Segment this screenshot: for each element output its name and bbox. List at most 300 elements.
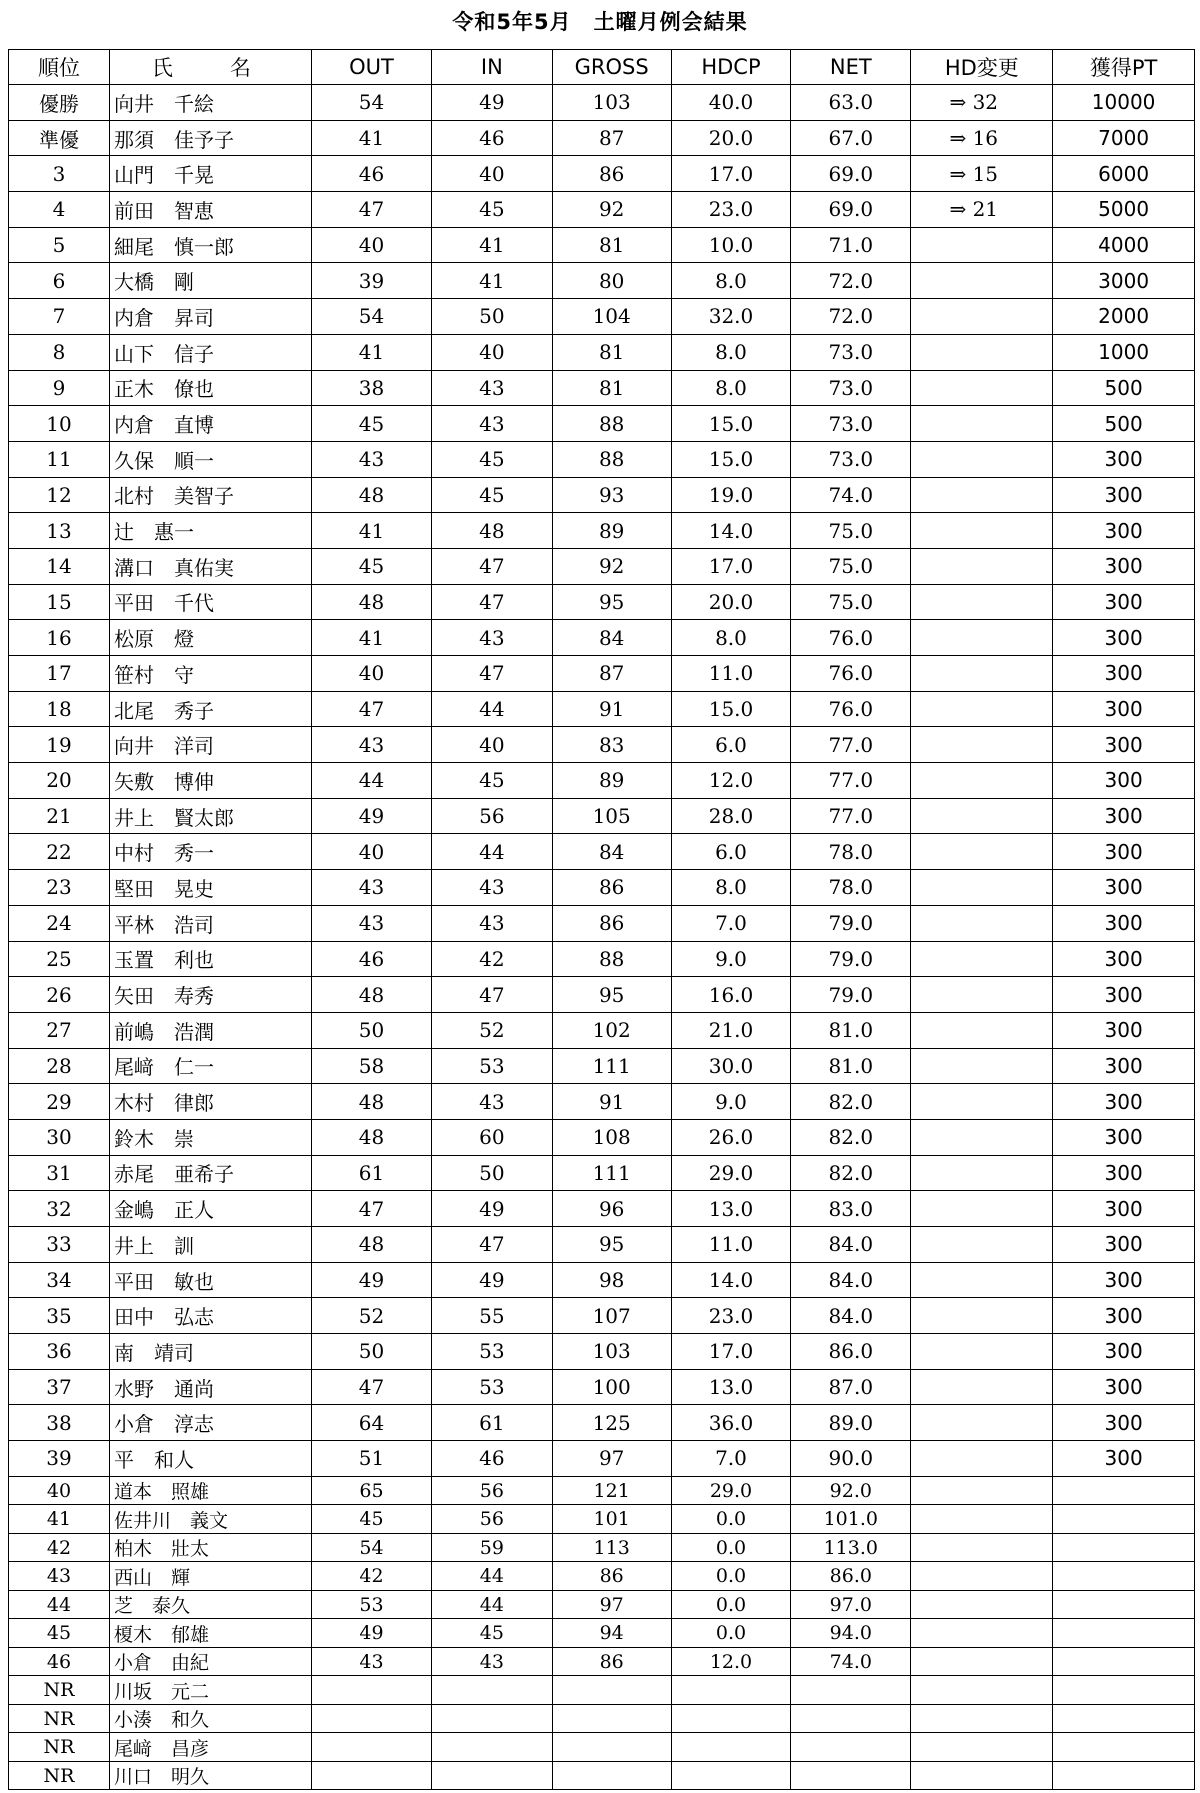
name-cell: 前嶋 浩潤 xyxy=(109,1012,311,1048)
points-cell xyxy=(1053,1704,1195,1733)
header-out: OUT xyxy=(311,50,431,85)
table-row xyxy=(9,584,1195,620)
hdcp-cell: 11.0 xyxy=(671,1227,790,1263)
rank-cell: 30 xyxy=(9,1119,110,1155)
out-cell: 43 xyxy=(311,905,431,941)
out-cell: 64 xyxy=(311,1405,431,1441)
net-cell xyxy=(791,1733,911,1762)
hdcp-cell: 15.0 xyxy=(671,441,790,477)
net-cell: 73.0 xyxy=(791,406,911,442)
table-row xyxy=(9,1476,1195,1505)
out-cell xyxy=(311,1704,431,1733)
rank-cell: NR xyxy=(9,1676,110,1705)
in-cell: 56 xyxy=(432,1476,552,1505)
out-cell: 48 xyxy=(311,584,431,620)
out-cell: 46 xyxy=(311,941,431,977)
points-cell: 300 xyxy=(1053,727,1195,763)
hdcp-cell xyxy=(671,1733,790,1762)
out-cell: 45 xyxy=(311,548,431,584)
rank-cell: 27 xyxy=(9,1012,110,1048)
table-row xyxy=(9,192,1195,228)
points-cell: 300 xyxy=(1053,1405,1195,1441)
gross-cell: 92 xyxy=(552,548,671,584)
hdcp-cell: 23.0 xyxy=(671,192,790,228)
out-cell: 47 xyxy=(311,691,431,727)
table-row xyxy=(9,798,1195,834)
points-cell: 300 xyxy=(1053,1369,1195,1405)
hd-change-cell xyxy=(911,656,1053,692)
net-cell: 69.0 xyxy=(791,192,911,228)
in-cell: 60 xyxy=(432,1119,552,1155)
out-cell: 40 xyxy=(311,656,431,692)
net-cell: 81.0 xyxy=(791,1048,911,1084)
net-cell: 75.0 xyxy=(791,584,911,620)
name-cell: 内倉 直博 xyxy=(109,406,311,442)
net-cell: 84.0 xyxy=(791,1298,911,1334)
net-cell: 82.0 xyxy=(791,1119,911,1155)
hd-change-cell: ⇒ 16 xyxy=(911,120,1053,156)
out-cell: 49 xyxy=(311,1619,431,1648)
hdcp-cell xyxy=(671,1704,790,1733)
table-row xyxy=(9,977,1195,1013)
points-cell: 300 xyxy=(1053,834,1195,870)
in-cell: 55 xyxy=(432,1298,552,1334)
rank-cell: 16 xyxy=(9,620,110,656)
points-cell: 300 xyxy=(1053,691,1195,727)
points-cell: 300 xyxy=(1053,441,1195,477)
hdcp-cell: 0.0 xyxy=(671,1533,790,1562)
rank-cell: 36 xyxy=(9,1334,110,1370)
name-cell: 矢敷 博伸 xyxy=(109,763,311,799)
gross-cell: 97 xyxy=(552,1441,671,1477)
table-row xyxy=(9,1619,1195,1648)
in-cell: 46 xyxy=(432,120,552,156)
hdcp-cell: 8.0 xyxy=(671,370,790,406)
out-cell: 47 xyxy=(311,192,431,228)
hd-change-cell xyxy=(911,1155,1053,1191)
rank-cell: 37 xyxy=(9,1369,110,1405)
rank-cell: 20 xyxy=(9,763,110,799)
net-cell: 77.0 xyxy=(791,798,911,834)
out-cell xyxy=(311,1761,431,1790)
net-cell xyxy=(791,1704,911,1733)
rank-cell: 42 xyxy=(9,1533,110,1562)
rank-cell: NR xyxy=(9,1704,110,1733)
name-cell: 平林 浩司 xyxy=(109,905,311,941)
name-cell: 田中 弘志 xyxy=(109,1298,311,1334)
gross-cell: 86 xyxy=(552,905,671,941)
table-row xyxy=(9,1676,1195,1705)
hd-change-cell xyxy=(911,1441,1053,1477)
hdcp-cell: 17.0 xyxy=(671,548,790,584)
table-row xyxy=(9,1262,1195,1298)
gross-cell: 108 xyxy=(552,1119,671,1155)
table-row xyxy=(9,85,1195,121)
hdcp-cell: 13.0 xyxy=(671,1369,790,1405)
hd-change-cell xyxy=(911,870,1053,906)
in-cell: 43 xyxy=(432,1084,552,1120)
hd-change-cell xyxy=(911,1647,1053,1676)
header-in: IN xyxy=(432,50,552,85)
name-cell: 北尾 秀子 xyxy=(109,691,311,727)
table-row xyxy=(9,548,1195,584)
name-cell: 井上 賢太郎 xyxy=(109,798,311,834)
table-row xyxy=(9,299,1195,335)
in-cell: 50 xyxy=(432,299,552,335)
net-cell: 72.0 xyxy=(791,299,911,335)
gross-cell: 111 xyxy=(552,1048,671,1084)
points-cell: 300 xyxy=(1053,1334,1195,1370)
in-cell: 43 xyxy=(432,905,552,941)
rank-cell: 40 xyxy=(9,1476,110,1505)
hdcp-cell: 15.0 xyxy=(671,406,790,442)
rank-cell: 6 xyxy=(9,263,110,299)
points-cell: 300 xyxy=(1053,905,1195,941)
name-cell: 久保 順一 xyxy=(109,441,311,477)
table-row xyxy=(9,656,1195,692)
rank-cell: 10 xyxy=(9,406,110,442)
points-cell: 300 xyxy=(1053,1119,1195,1155)
name-cell: 平 和人 xyxy=(109,1441,311,1477)
gross-cell xyxy=(552,1676,671,1705)
rank-cell: 29 xyxy=(9,1084,110,1120)
points-cell: 5000 xyxy=(1053,192,1195,228)
out-cell: 61 xyxy=(311,1155,431,1191)
gross-cell xyxy=(552,1761,671,1790)
gross-cell: 81 xyxy=(552,370,671,406)
name-cell: 小倉 淳志 xyxy=(109,1405,311,1441)
out-cell: 49 xyxy=(311,798,431,834)
header-gross: GROSS xyxy=(552,50,671,85)
name-cell: 溝口 真佑実 xyxy=(109,548,311,584)
net-cell: 78.0 xyxy=(791,870,911,906)
table-row xyxy=(9,120,1195,156)
hd-change-cell xyxy=(911,1676,1053,1705)
name-cell: 向井 千絵 xyxy=(109,85,311,121)
points-cell: 300 xyxy=(1053,977,1195,1013)
hdcp-cell: 8.0 xyxy=(671,334,790,370)
rank-cell: 3 xyxy=(9,156,110,192)
rank-cell: 11 xyxy=(9,441,110,477)
header-points: 獲得PT xyxy=(1053,50,1195,85)
in-cell xyxy=(432,1704,552,1733)
out-cell: 65 xyxy=(311,1476,431,1505)
name-cell: 山門 千晃 xyxy=(109,156,311,192)
hd-change-cell xyxy=(911,584,1053,620)
hdcp-cell: 11.0 xyxy=(671,656,790,692)
hdcp-cell: 17.0 xyxy=(671,1334,790,1370)
net-cell: 74.0 xyxy=(791,1647,911,1676)
net-cell: 73.0 xyxy=(791,334,911,370)
gross-cell: 88 xyxy=(552,441,671,477)
points-cell: 500 xyxy=(1053,370,1195,406)
header-name: 氏 名 xyxy=(109,50,311,85)
hd-change-cell xyxy=(911,798,1053,834)
gross-cell: 105 xyxy=(552,798,671,834)
gross-cell: 104 xyxy=(552,299,671,335)
in-cell: 43 xyxy=(432,370,552,406)
net-cell xyxy=(791,1676,911,1705)
table-row xyxy=(9,263,1195,299)
table-row xyxy=(9,1227,1195,1263)
table-row xyxy=(9,1441,1195,1477)
points-cell: 300 xyxy=(1053,513,1195,549)
gross-cell xyxy=(552,1733,671,1762)
points-cell: 300 xyxy=(1053,1048,1195,1084)
table-row xyxy=(9,1084,1195,1120)
rank-cell: 8 xyxy=(9,334,110,370)
name-cell: 尾﨑 仁一 xyxy=(109,1048,311,1084)
in-cell xyxy=(432,1676,552,1705)
points-cell: 300 xyxy=(1053,763,1195,799)
gross-cell: 88 xyxy=(552,406,671,442)
name-cell: 内倉 昇司 xyxy=(109,299,311,335)
in-cell: 52 xyxy=(432,1012,552,1048)
hdcp-cell: 14.0 xyxy=(671,1262,790,1298)
hd-change-cell xyxy=(911,263,1053,299)
hdcp-cell: 8.0 xyxy=(671,620,790,656)
in-cell: 41 xyxy=(432,227,552,263)
out-cell: 45 xyxy=(311,406,431,442)
table-row xyxy=(9,870,1195,906)
table-row xyxy=(9,1334,1195,1370)
points-cell xyxy=(1053,1533,1195,1562)
hdcp-cell xyxy=(671,1761,790,1790)
net-cell: 90.0 xyxy=(791,1441,911,1477)
gross-cell: 121 xyxy=(552,1476,671,1505)
name-cell: 中村 秀一 xyxy=(109,834,311,870)
rank-cell: 44 xyxy=(9,1590,110,1619)
table-row xyxy=(9,1733,1195,1762)
in-cell: 45 xyxy=(432,1619,552,1648)
in-cell: 47 xyxy=(432,977,552,1013)
points-cell xyxy=(1053,1733,1195,1762)
points-cell xyxy=(1053,1619,1195,1648)
results-table xyxy=(8,49,1195,1790)
in-cell: 42 xyxy=(432,941,552,977)
hdcp-cell: 12.0 xyxy=(671,763,790,799)
out-cell: 58 xyxy=(311,1048,431,1084)
points-cell: 300 xyxy=(1053,477,1195,513)
table-row xyxy=(9,1505,1195,1534)
gross-cell: 86 xyxy=(552,156,671,192)
name-cell: 柏木 壯太 xyxy=(109,1533,311,1562)
table-row xyxy=(9,1191,1195,1227)
points-cell xyxy=(1053,1562,1195,1591)
name-cell: 正木 僚也 xyxy=(109,370,311,406)
table-row xyxy=(9,763,1195,799)
net-cell: 79.0 xyxy=(791,905,911,941)
hd-change-cell xyxy=(911,227,1053,263)
hdcp-cell: 40.0 xyxy=(671,85,790,121)
gross-cell: 125 xyxy=(552,1405,671,1441)
in-cell: 46 xyxy=(432,1441,552,1477)
points-cell: 3000 xyxy=(1053,263,1195,299)
name-cell: 前田 智恵 xyxy=(109,192,311,228)
rank-cell: 13 xyxy=(9,513,110,549)
name-cell: 尾﨑 昌彦 xyxy=(109,1733,311,1762)
table-row xyxy=(9,477,1195,513)
name-cell: 鈴木 崇 xyxy=(109,1119,311,1155)
net-cell: 83.0 xyxy=(791,1191,911,1227)
hd-change-cell xyxy=(911,370,1053,406)
points-cell xyxy=(1053,1761,1195,1790)
table-row xyxy=(9,1012,1195,1048)
rank-cell: 23 xyxy=(9,870,110,906)
rank-cell: 21 xyxy=(9,798,110,834)
hdcp-cell xyxy=(671,1676,790,1705)
name-cell: 木村 律郎 xyxy=(109,1084,311,1120)
hdcp-cell: 6.0 xyxy=(671,834,790,870)
rank-cell: 4 xyxy=(9,192,110,228)
net-cell: 92.0 xyxy=(791,1476,911,1505)
net-cell: 94.0 xyxy=(791,1619,911,1648)
out-cell: 45 xyxy=(311,1505,431,1534)
rank-cell: 19 xyxy=(9,727,110,763)
hd-change-cell xyxy=(911,1298,1053,1334)
out-cell: 43 xyxy=(311,870,431,906)
in-cell: 48 xyxy=(432,513,552,549)
name-cell: 辻 惠一 xyxy=(109,513,311,549)
table-row xyxy=(9,834,1195,870)
net-cell xyxy=(791,1761,911,1790)
in-cell: 40 xyxy=(432,727,552,763)
points-cell: 300 xyxy=(1053,1298,1195,1334)
name-cell: 松原 燈 xyxy=(109,620,311,656)
gross-cell: 96 xyxy=(552,1191,671,1227)
points-cell xyxy=(1053,1676,1195,1705)
rank-cell: 31 xyxy=(9,1155,110,1191)
hd-change-cell xyxy=(911,1369,1053,1405)
net-cell: 75.0 xyxy=(791,513,911,549)
rank-cell: 14 xyxy=(9,548,110,584)
out-cell: 49 xyxy=(311,1262,431,1298)
out-cell xyxy=(311,1676,431,1705)
out-cell: 51 xyxy=(311,1441,431,1477)
table-row xyxy=(9,620,1195,656)
rank-cell: 7 xyxy=(9,299,110,335)
hd-change-cell xyxy=(911,1012,1053,1048)
out-cell: 54 xyxy=(311,1533,431,1562)
net-cell: 87.0 xyxy=(791,1369,911,1405)
hdcp-cell: 28.0 xyxy=(671,798,790,834)
in-cell: 49 xyxy=(432,1191,552,1227)
points-cell: 300 xyxy=(1053,798,1195,834)
hd-change-cell xyxy=(911,1262,1053,1298)
header-hdcp: HDCP xyxy=(671,50,790,85)
points-cell: 300 xyxy=(1053,941,1195,977)
hd-change-cell xyxy=(911,834,1053,870)
name-cell: 細尾 慎一郎 xyxy=(109,227,311,263)
in-cell: 47 xyxy=(432,656,552,692)
rank-cell: NR xyxy=(9,1733,110,1762)
hdcp-cell: 17.0 xyxy=(671,156,790,192)
hd-change-cell xyxy=(911,334,1053,370)
gross-cell: 95 xyxy=(552,584,671,620)
net-cell: 63.0 xyxy=(791,85,911,121)
net-cell: 76.0 xyxy=(791,620,911,656)
in-cell: 40 xyxy=(432,334,552,370)
in-cell: 50 xyxy=(432,1155,552,1191)
table-row xyxy=(9,441,1195,477)
net-cell: 77.0 xyxy=(791,763,911,799)
in-cell xyxy=(432,1733,552,1762)
name-cell: 那須 佳予子 xyxy=(109,120,311,156)
hd-change-cell xyxy=(911,406,1053,442)
out-cell: 48 xyxy=(311,1084,431,1120)
name-cell: 井上 訓 xyxy=(109,1227,311,1263)
name-cell: 大橋 剛 xyxy=(109,263,311,299)
out-cell: 48 xyxy=(311,477,431,513)
gross-cell: 86 xyxy=(552,1647,671,1676)
rank-cell: 25 xyxy=(9,941,110,977)
net-cell: 82.0 xyxy=(791,1084,911,1120)
in-cell xyxy=(432,1761,552,1790)
gross-cell: 89 xyxy=(552,763,671,799)
rank-cell: 24 xyxy=(9,905,110,941)
hdcp-cell: 29.0 xyxy=(671,1155,790,1191)
gross-cell: 93 xyxy=(552,477,671,513)
hdcp-cell: 16.0 xyxy=(671,977,790,1013)
in-cell: 45 xyxy=(432,763,552,799)
gross-cell: 91 xyxy=(552,691,671,727)
points-cell: 300 xyxy=(1053,1155,1195,1191)
out-cell: 50 xyxy=(311,1012,431,1048)
table-row xyxy=(9,1761,1195,1790)
rank-cell: 5 xyxy=(9,227,110,263)
in-cell: 44 xyxy=(432,1590,552,1619)
gross-cell: 87 xyxy=(552,120,671,156)
table-row xyxy=(9,1298,1195,1334)
points-cell: 1000 xyxy=(1053,334,1195,370)
table-row xyxy=(9,1155,1195,1191)
gross-cell: 102 xyxy=(552,1012,671,1048)
out-cell: 40 xyxy=(311,227,431,263)
table-row xyxy=(9,727,1195,763)
net-cell: 73.0 xyxy=(791,441,911,477)
header-rank: 順位 xyxy=(9,50,110,85)
hdcp-cell: 26.0 xyxy=(671,1119,790,1155)
rank-cell: 43 xyxy=(9,1562,110,1591)
hdcp-cell: 9.0 xyxy=(671,1084,790,1120)
hdcp-cell: 10.0 xyxy=(671,227,790,263)
hdcp-cell: 12.0 xyxy=(671,1647,790,1676)
out-cell: 44 xyxy=(311,763,431,799)
net-cell: 113.0 xyxy=(791,1533,911,1562)
in-cell: 61 xyxy=(432,1405,552,1441)
hd-change-cell xyxy=(911,1619,1053,1648)
net-cell: 76.0 xyxy=(791,691,911,727)
hd-change-cell xyxy=(911,1084,1053,1120)
hdcp-cell: 7.0 xyxy=(671,905,790,941)
points-cell: 300 xyxy=(1053,1441,1195,1477)
table-row xyxy=(9,1048,1195,1084)
hd-change-cell xyxy=(911,1191,1053,1227)
points-cell xyxy=(1053,1476,1195,1505)
hdcp-cell: 8.0 xyxy=(671,870,790,906)
hd-change-cell xyxy=(911,1505,1053,1534)
out-cell: 50 xyxy=(311,1334,431,1370)
points-cell: 300 xyxy=(1053,584,1195,620)
in-cell: 47 xyxy=(432,548,552,584)
out-cell: 43 xyxy=(311,1647,431,1676)
table-row xyxy=(9,334,1195,370)
net-cell: 81.0 xyxy=(791,1012,911,1048)
hd-change-cell xyxy=(911,941,1053,977)
gross-cell: 94 xyxy=(552,1619,671,1648)
table-row xyxy=(9,156,1195,192)
name-cell: 矢田 寿秀 xyxy=(109,977,311,1013)
